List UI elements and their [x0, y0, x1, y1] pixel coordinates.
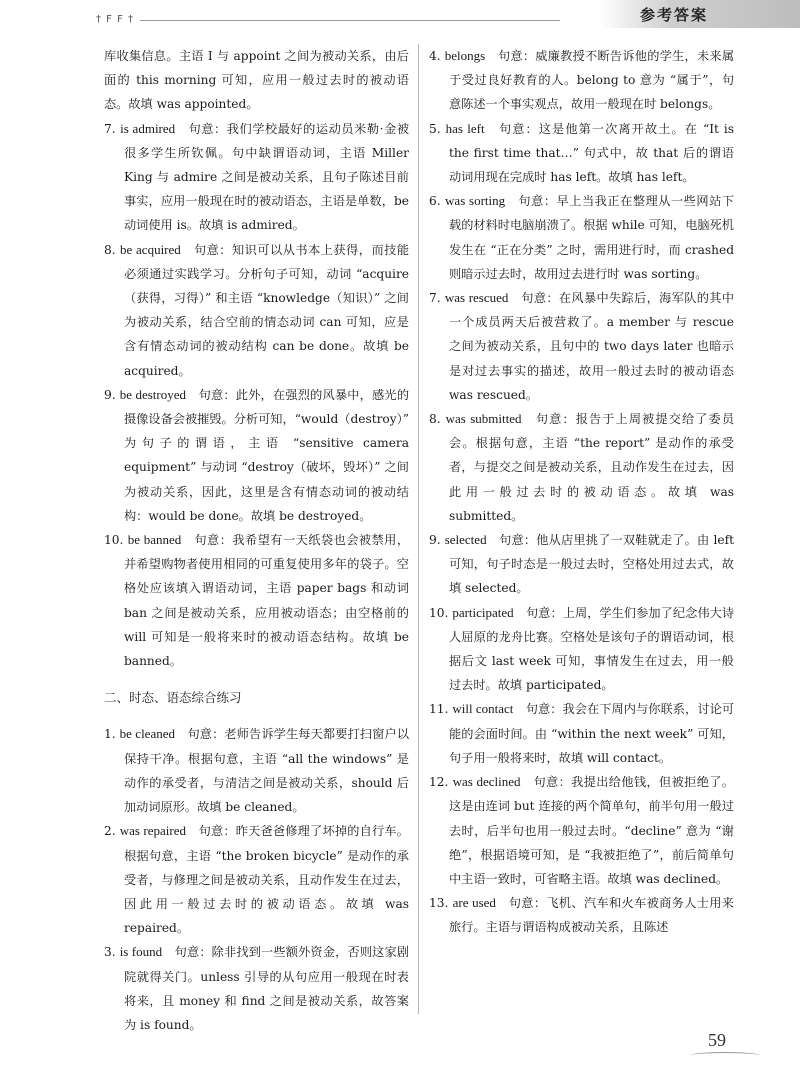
answer-item [429, 601, 734, 698]
answer-text: has left [445, 120, 485, 136]
answer-item [429, 891, 734, 939]
explanation-text: 句意：在风暴中失踪后，海军队的其中一个成员两天后被营救了。a member 与 rescue 之间为被动关系，且句中的 two days later 也暗示是对过去事实的描述，故用一般过去时的被动语态 was rescued。 [449, 291, 735, 402]
answer-item [429, 697, 734, 770]
explanation-text: 句意：早上当我正在整理从一些网站下载的材料时电脑崩溃了。根据 while 可知，电脑死机发生在 “正在分类” 之时，需用进行时，而 crashed 则暗示过去时，故用过去进行时 was sorting。 [449, 194, 735, 281]
explanation-text: 句意：飞机、汽车和火车被商务人士用来旅行。主语与谓语构成被动关系，且陈述 [449, 896, 734, 935]
explanation-text: 句意：我希望有一天纸袋也会被禁用，并希望购物者使用相同的可重复使用多年的袋子。空格处应该填入谓语动词，主语 paper bags 和动词 ban 之间是被动关系，应用被动语态；由空格前的 will 可知是一般将来时的被动语态结构。故填 be banned。 [124, 533, 410, 669]
item-number: 7. [429, 291, 441, 306]
item-number: 3. [104, 945, 116, 960]
item-number: 6. [429, 194, 441, 209]
item-number: 8. [104, 242, 116, 257]
answer-text: is admired [120, 120, 176, 136]
explanation-text: 句意：此外，在强烈的风暴中，感光的摄像设备会被摧毁。分析可知，“would（destroy）” 为句子的谓语，主语 “sensitive camera equipment” 与动词 “destroy（破坏，毁坏）” 之间为被动关系，因此，这里是含有情态动词的被动结构：would be done。故填 be destroyed。 [124, 387, 410, 523]
answer-item [104, 117, 409, 238]
answer-item [104, 528, 409, 673]
answer-item [104, 819, 409, 940]
page-number: 59 [708, 1030, 726, 1050]
item-number: 4. [429, 49, 441, 63]
explanation-text: 句意：我们学校最好的运动员米勒·金被很多学生所钦佩。句中缺谓语动词，主语 Miller King 与 admire 之间是被动关系，且句子陈述目前事实，应用一般现在时的被动语态，主语是单数，be 动词使用 is。故填 is admired。 [124, 121, 410, 233]
section-heading: 二、时态、语态综合练习 [104, 689, 242, 705]
answer-item [429, 528, 734, 601]
right-column [419, 44, 734, 1014]
continued-explanation: 库收集信息。主语 I 与 appoint 之间为被动关系，由后面的 this morning 可知，应用一般过去时的被动语态。故填 was appointed。 [104, 49, 409, 112]
page-number-ornament [690, 1052, 760, 1059]
answer-text: will contact [452, 701, 514, 717]
answer-item [429, 44, 734, 117]
item-number: 2. [104, 824, 116, 839]
answer-text: be cleaned [119, 726, 175, 742]
item-number: 12. [429, 775, 449, 790]
answer-text: be destroyed [119, 386, 186, 402]
answer-text: be banned [127, 532, 182, 548]
explanation-text: 句意：威廉教授不断告诉他的学生，未来属于受过良好教育的人。belong to 意为 “属于”，句意陈述一个事实观点，故用一般现在时 belongs。 [449, 49, 735, 112]
explanation-text: 句意：报告于上周被提交给了委员会。根据句意，主语 “the report” 是动作的承受者，与提交之间是被动关系，且动作发生在过去，因此用一般过去时的被动语态。故填 was submitted。 [449, 412, 735, 523]
header-rule [140, 20, 560, 21]
answer-item [104, 940, 409, 1037]
explanation-text: 句意：我会在下周内与你联系，讨论可能的会面时间。由 “within the next week” 可知，句子用一般将来时，故填 will contact。 [449, 702, 735, 765]
answer-text: be acquired [120, 241, 181, 257]
answer-text: selected [444, 532, 487, 548]
answer-text: was sorting [445, 193, 506, 209]
explanation-text: 句意：上周，学生们参加了纪念伟大诗人屈原的龙舟比赛。空格处是该句子的谓语动词，根据后文 last week 可知，事情发生在过去，用一般过去时。故填 participated。 [449, 605, 735, 693]
explanation-text: 句意：我提出给他钱，但被拒绝了。这是由连词 but 连接的两个简单句，前半句用一般过去时，后半句也用一般过去时。“decline” 意为 “谢绝”，根据语境可知，是 “我被拒绝了”，前后简单句中主语一致时，可省略主语。故填 was declined。 [449, 775, 735, 886]
answer-item [429, 189, 734, 286]
explanation-text: 句意：昨天爸爸修理了坏掉的自行车。根据句意，主语 “the broken bicycle” 是动作的承受者，与修理之间是被动关系，且动作发生在过去，因此用一般过去时的被动语态。故填 was repaired。 [124, 824, 409, 936]
answer-item [429, 286, 734, 407]
header-ornament: † F F † [96, 14, 135, 25]
item-number: 5. [429, 121, 441, 136]
explanation-text: 句意：除非找到一些额外资金，否则这家剧院就得关门。unless 引导的从句应用一般现在时表将来，且 money 和 find 之间是被动关系，故答案为 is found。 [124, 945, 410, 1032]
answer-text: participated [452, 604, 514, 620]
answer-text: was rescued [444, 290, 509, 306]
explanation-text: 句意：知识可以从书本上获得，而技能必须通过实践学习。分析句子可知，动词 “acquire（获得，习得）” 和主语 “knowledge（知识）” 之间为被动关系，结合空前的情态动词 can 可知，应是含有情态动词的被动结构 can be done。故填 be acquired。 [124, 242, 410, 378]
page-body [104, 44, 735, 1032]
item-number: 10. [429, 605, 449, 620]
answer-text: belongs [444, 48, 486, 63]
answer-text: was submitted [445, 411, 522, 427]
item-number: 1. [104, 727, 116, 742]
item-number: 8. [429, 412, 441, 427]
answer-text: was declined [452, 774, 521, 790]
explanation-text: 句意：他从店里挑了一双鞋就走了。由 left 可知，句子时态是一般过去时，空格处用过去式，故填 selected。 [449, 533, 735, 596]
answer-text: is found [119, 944, 163, 960]
item-number: 10. [104, 533, 124, 548]
answer-item [429, 770, 734, 891]
header-title: 参考答案 [640, 6, 709, 24]
item-number: 11. [429, 702, 449, 717]
answer-item [104, 722, 409, 819]
answer-item [104, 238, 409, 383]
answer-item [429, 407, 734, 528]
item-number: 9. [429, 533, 441, 548]
answer-item [104, 383, 409, 528]
answer-text: are used [452, 895, 496, 911]
explanation-text: 句意：老师告诉学生每天都要打扫窗户以保持干净。根据句意，主语 “all the windows” 是动作的承受者，与清洁之间是被动关系，should 后加动词原形。故填 be cleaned。 [124, 727, 410, 815]
item-number: 9. [104, 387, 116, 402]
item-number: 13. [429, 896, 449, 911]
explanation-text: 句意：这是他第一次离开故土。在 “It is the first time that…” 句式中，故 that 后的谓语动词用现在完成时 has left。故填 has left。 [449, 121, 735, 185]
item-number: 7. [104, 121, 116, 136]
left-column [104, 44, 419, 1032]
answer-item [429, 117, 734, 190]
answer-text: was repaired [119, 823, 186, 839]
